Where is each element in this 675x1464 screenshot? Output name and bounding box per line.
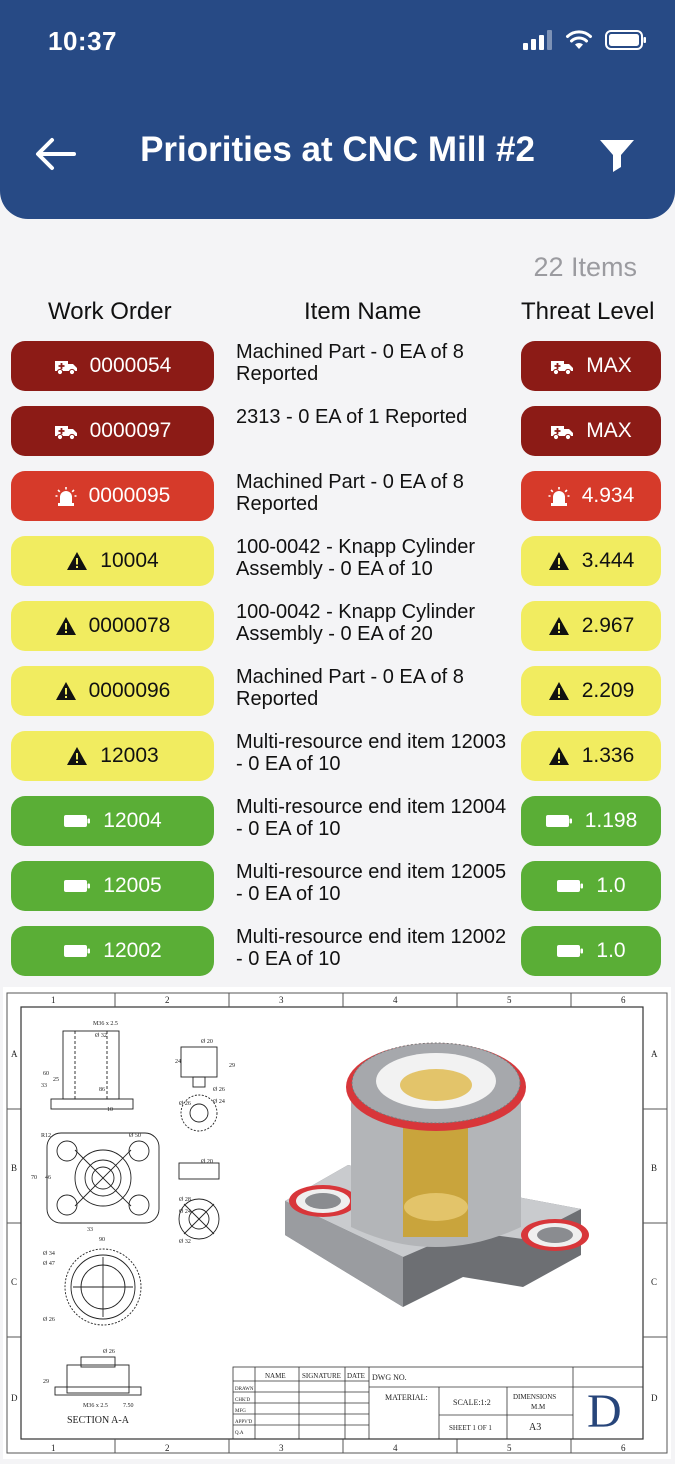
alarm-light-icon [548, 486, 570, 506]
item-count: 22 Items [533, 252, 637, 282]
ambulance-icon [550, 357, 574, 375]
threat-level-badge[interactable] [521, 926, 661, 976]
filter-icon[interactable] [598, 137, 636, 173]
logo-letter: D [587, 1385, 622, 1438]
tb-dims-unit: M.M [531, 1403, 546, 1411]
tb-sheet: SHEET 1 OF 1 [449, 1424, 492, 1432]
dimension-label: 29 [229, 1063, 235, 1069]
work-order-row[interactable] [0, 731, 675, 796]
dimension-label: 29 [43, 1379, 49, 1385]
threat-level-badge[interactable] [521, 731, 661, 781]
zone-row-label: A [651, 1049, 658, 1059]
threat-level-value: 1.0 [596, 874, 626, 897]
warning-icon [55, 616, 77, 636]
item-name: Machined Part - 0 EA of 8 Reported [236, 341, 464, 385]
dimension-label: Ø 24 [213, 1099, 225, 1105]
dimension-label: M36 x 2.5 [93, 1021, 118, 1027]
work-order-row[interactable] [0, 861, 675, 926]
work-order-badge[interactable] [11, 406, 214, 456]
dimension-label: Ø 47 [43, 1261, 55, 1267]
item-name: Multi-resource end item 12002 - 0 EA of 10 [236, 926, 507, 970]
dimension-label: 90 [99, 1237, 105, 1243]
work-order-number: 0000097 [89, 419, 172, 442]
zone-column-label: 2 [165, 1443, 170, 1453]
item-name: 2313 - 0 EA of 1 Reported [236, 406, 468, 428]
dimension-label: Ø 20 [201, 1159, 213, 1165]
battery-icon [545, 813, 573, 829]
work-order-number: 12003 [100, 744, 159, 767]
work-order-row[interactable] [0, 926, 675, 991]
dimension-label: 86 [99, 1087, 105, 1093]
tb-material: MATERIAL: [385, 1393, 428, 1402]
threat-level-value: 3.444 [581, 549, 635, 572]
battery-icon [556, 943, 584, 959]
wifi-icon [565, 30, 593, 50]
tb-mfg: MFG [235, 1409, 246, 1414]
dimension-label: R12 [41, 1133, 52, 1139]
work-order-row[interactable] [0, 536, 675, 601]
column-header-threat-level: Threat Level [521, 298, 655, 325]
tb-date: DATE [347, 1372, 365, 1380]
work-order-badge[interactable] [11, 536, 214, 586]
zone-column-label: 2 [165, 995, 170, 1005]
warning-icon [66, 551, 88, 571]
dimension-label: 25 [53, 1077, 59, 1083]
work-order-row[interactable] [0, 471, 675, 536]
work-order-number: 10004 [100, 549, 159, 572]
work-order-number: 12005 [103, 874, 162, 897]
item-name: 100-0042 - Knapp Cylinder Assembly - 0 EA of 10 [236, 536, 476, 580]
threat-level-badge[interactable] [521, 406, 661, 456]
dimension-label: Ø 32 [179, 1239, 191, 1245]
item-name: Machined Part - 0 EA of 8 Reported [236, 471, 464, 515]
engineering-drawing [3, 987, 671, 1459]
dimension-label: 70 [31, 1175, 37, 1181]
dimension-label: Ø 24 [179, 1209, 191, 1215]
work-order-row[interactable] [0, 666, 675, 731]
dimension-label: 10 [107, 1107, 113, 1113]
work-order-number: 0000054 [89, 354, 172, 377]
work-order-number: 0000078 [88, 614, 171, 637]
zone-row-label: B [11, 1163, 18, 1173]
column-header-work-order: Work Order [48, 298, 172, 325]
dimension-label: Ø 34 [43, 1251, 55, 1257]
dimension-label: Ø 28 [179, 1197, 191, 1203]
zone-column-label: 4 [393, 1443, 398, 1453]
threat-level-value: MAX [586, 419, 632, 442]
threat-level-value: 1.336 [581, 744, 635, 767]
work-order-row[interactable] [0, 406, 675, 471]
tb-signature: SIGNATURE [302, 1372, 341, 1380]
threat-level-badge[interactable] [521, 601, 661, 651]
dimension-label: Ø 32 [95, 1033, 107, 1039]
zone-row-label: A [11, 1049, 18, 1059]
tb-dimensions: DIMENSIONS [513, 1393, 557, 1401]
ambulance-icon [550, 422, 574, 440]
battery-icon [63, 878, 91, 894]
section-label: SECTION A-A [67, 1415, 129, 1426]
column-header-item-name: Item Name [304, 298, 422, 325]
threat-level-value: 4.934 [581, 484, 635, 507]
dimension-label: M36 x 2.5 [83, 1403, 108, 1409]
tb-qa: Q.A [235, 1431, 244, 1436]
threat-level-badge[interactable] [521, 341, 661, 391]
work-order-badge[interactable] [11, 796, 214, 846]
warning-icon [55, 681, 77, 701]
battery-icon [63, 813, 91, 829]
item-name: Machined Part - 0 EA of 8 Reported [236, 666, 464, 710]
warning-icon [548, 746, 570, 766]
threat-level-value: MAX [586, 354, 632, 377]
work-order-badge[interactable] [11, 666, 214, 716]
threat-level-value: 1.198 [584, 809, 638, 832]
threat-level-value: 2.967 [581, 614, 635, 637]
dimension-label: Ø 26 [213, 1087, 225, 1093]
dimension-label: 24 [175, 1059, 181, 1065]
dimension-label: Ø 50 [129, 1133, 141, 1139]
warning-icon [548, 551, 570, 571]
dimension-label: Ø 26 [103, 1349, 115, 1355]
zone-column-label: 1 [51, 995, 56, 1005]
work-order-row[interactable] [0, 796, 675, 861]
dimension-label: 33 [87, 1227, 93, 1233]
zone-column-label: 5 [507, 1443, 512, 1453]
zone-row-label: C [651, 1277, 658, 1287]
ambulance-icon [54, 422, 78, 440]
zone-column-label: 4 [393, 995, 398, 1005]
threat-level-value: 2.209 [581, 679, 635, 702]
status-icons [523, 30, 647, 50]
zone-column-label: 3 [279, 995, 284, 1005]
cellular-signal-icon [523, 30, 553, 50]
zone-column-label: 3 [279, 1443, 284, 1453]
work-order-number: 0000096 [88, 679, 171, 702]
tb-dwg-no: DWG NO. [372, 1373, 407, 1382]
work-order-row[interactable] [0, 601, 675, 666]
dimension-label: Ø 26 [43, 1317, 55, 1323]
battery-status-icon [605, 30, 647, 50]
dimension-label: 7.50 [123, 1403, 134, 1409]
ambulance-icon [54, 357, 78, 375]
app-header [0, 0, 675, 219]
dimension-label: Ø 26 [179, 1101, 191, 1107]
zone-column-label: 5 [507, 995, 512, 1005]
item-name: Multi-resource end item 12003 - 0 EA of 10 [236, 731, 507, 775]
threat-level-badge[interactable] [521, 796, 661, 846]
threat-level-badge[interactable] [521, 471, 661, 521]
threat-level-badge[interactable] [521, 666, 661, 716]
zone-row-label: C [11, 1277, 18, 1287]
work-order-row[interactable] [0, 341, 675, 406]
dimension-label: 46 [45, 1175, 51, 1181]
work-order-badge[interactable] [11, 861, 214, 911]
dimension-label: 33 [41, 1083, 47, 1089]
tb-appvd: APPV'D [235, 1420, 253, 1425]
battery-icon [556, 878, 584, 894]
dimension-label: Ø 20 [201, 1039, 213, 1045]
tb-drawn: DRAWN [235, 1387, 254, 1392]
zone-row-label: D [11, 1393, 18, 1403]
alarm-light-icon [55, 486, 77, 506]
work-order-badge[interactable] [11, 926, 214, 976]
zone-column-label: 6 [621, 1443, 626, 1453]
tb-name: NAME [265, 1372, 286, 1380]
item-name: Multi-resource end item 12005 - 0 EA of 10 [236, 861, 507, 905]
page-title: Priorities at CNC Mill #2 [140, 130, 535, 169]
zone-column-label: 6 [621, 995, 626, 1005]
work-order-badge[interactable] [11, 601, 214, 651]
work-order-number: 12004 [103, 809, 162, 832]
dimension-label: 60 [43, 1071, 49, 1077]
tb-scale: SCALE:1:2 [453, 1398, 491, 1407]
threat-level-badge[interactable] [521, 861, 661, 911]
warning-icon [548, 616, 570, 636]
battery-icon [63, 943, 91, 959]
zone-row-label: B [651, 1163, 658, 1173]
work-order-badge[interactable] [11, 341, 214, 391]
item-name: Multi-resource end item 12004 - 0 EA of 10 [236, 796, 507, 840]
work-order-badge[interactable] [11, 471, 214, 521]
zone-column-label: 1 [51, 1443, 56, 1453]
zone-row-label: D [651, 1393, 658, 1403]
threat-level-value: 1.0 [596, 939, 626, 962]
status-time: 10:37 [48, 26, 117, 56]
isometric-part-render [285, 1043, 589, 1307]
item-name: 100-0042 - Knapp Cylinder Assembly - 0 EA of 20 [236, 601, 476, 645]
work-order-number: 0000095 [88, 484, 171, 507]
work-order-number: 12002 [103, 939, 162, 962]
warning-icon [66, 746, 88, 766]
warning-icon [548, 681, 570, 701]
work-order-badge[interactable] [11, 731, 214, 781]
tb-size: A3 [529, 1422, 542, 1433]
threat-level-badge[interactable] [521, 536, 661, 586]
tb-chkd: CHK'D [235, 1398, 251, 1403]
